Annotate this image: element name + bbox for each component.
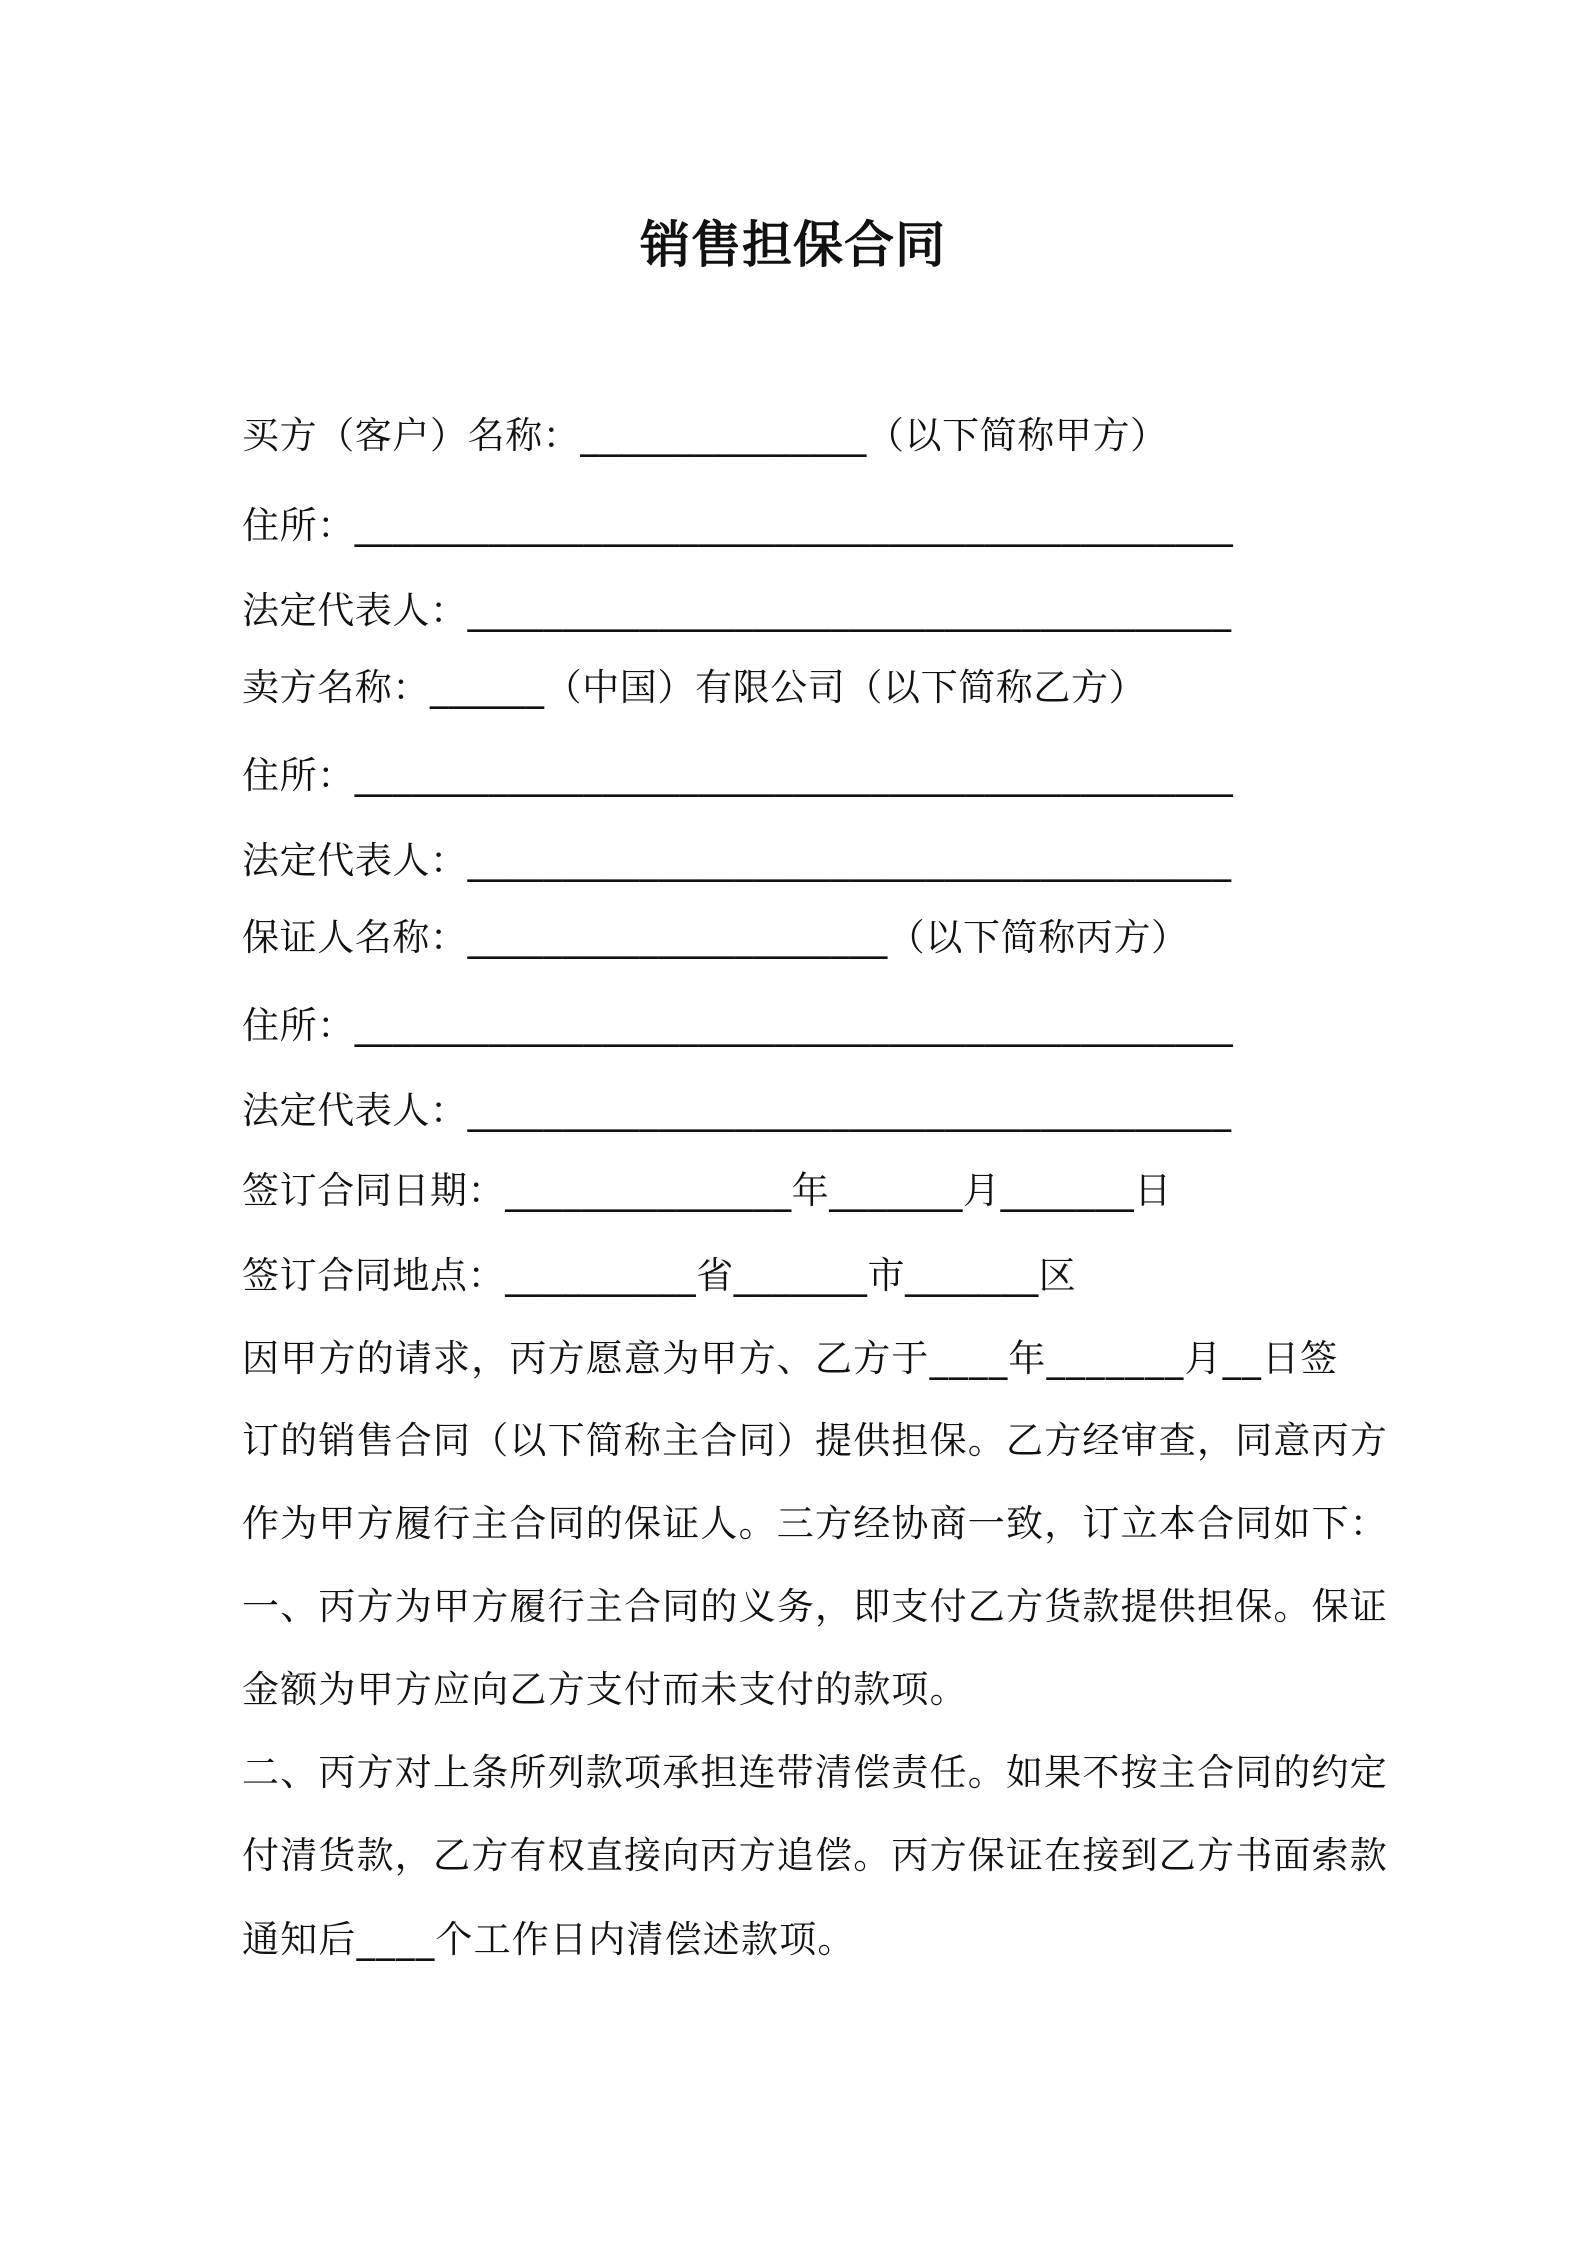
- seller-legal-rep-line: 法定代表人：________________________________________: [242, 839, 1232, 882]
- buyer-legal-rep-line: 法定代表人：________________________________________: [242, 589, 1232, 632]
- clause-2-line-1: 二、丙方对上条所列款项承担连带清偿责任。如果不按主合同的约定: [242, 1751, 1388, 1794]
- signing-place-line: 签订合同地点：__________省_______市_______区: [242, 1254, 1077, 1297]
- clause-1-line-1: 一、丙方为甲方履行主合同的义务，即支付乙方货款提供担保。保证: [242, 1585, 1388, 1628]
- preamble-line-2: 订的销售合同（以下简称主合同）提供担保。乙方经审查，同意丙方: [242, 1419, 1388, 1462]
- seller-address-line: 住所：______________________________________________: [242, 754, 1234, 797]
- guarantor-address-line: 住所：______________________________________________: [242, 1004, 1234, 1047]
- clause-2-line-3: 通知后____个工作日内清偿述款项。: [242, 1918, 856, 1961]
- buyer-address-line: 住所：______________________________________________: [242, 504, 1234, 547]
- buyer-name-line: 买方（客户）名称：_______________（以下简称甲方）: [242, 414, 1168, 457]
- preamble-line-1: 因甲方的请求，丙方愿意为甲方、乙方于____年_______月__日签: [242, 1337, 1339, 1380]
- guarantor-name-line: 保证人名称：______________________（以下简称丙方）: [242, 916, 1189, 959]
- document-title: 销售担保合同: [640, 216, 946, 274]
- clause-1-line-2: 金额为甲方应向乙方支付而未支付的款项。: [242, 1668, 968, 1711]
- signing-date-line: 签订合同日期：_______________年_______月_______日: [242, 1169, 1172, 1212]
- clause-2-line-2: 付清货款，乙方有权直接向丙方追偿。丙方保证在接到乙方书面索款: [242, 1834, 1388, 1877]
- seller-name-line: 卖方名称：______（中国）有限公司（以下简称乙方）: [242, 666, 1147, 709]
- preamble-line-3: 作为甲方履行主合同的保证人。三方经协商一致，订立本合同如下：: [242, 1502, 1388, 1545]
- guarantor-legal-rep-line: 法定代表人：________________________________________: [242, 1089, 1232, 1132]
